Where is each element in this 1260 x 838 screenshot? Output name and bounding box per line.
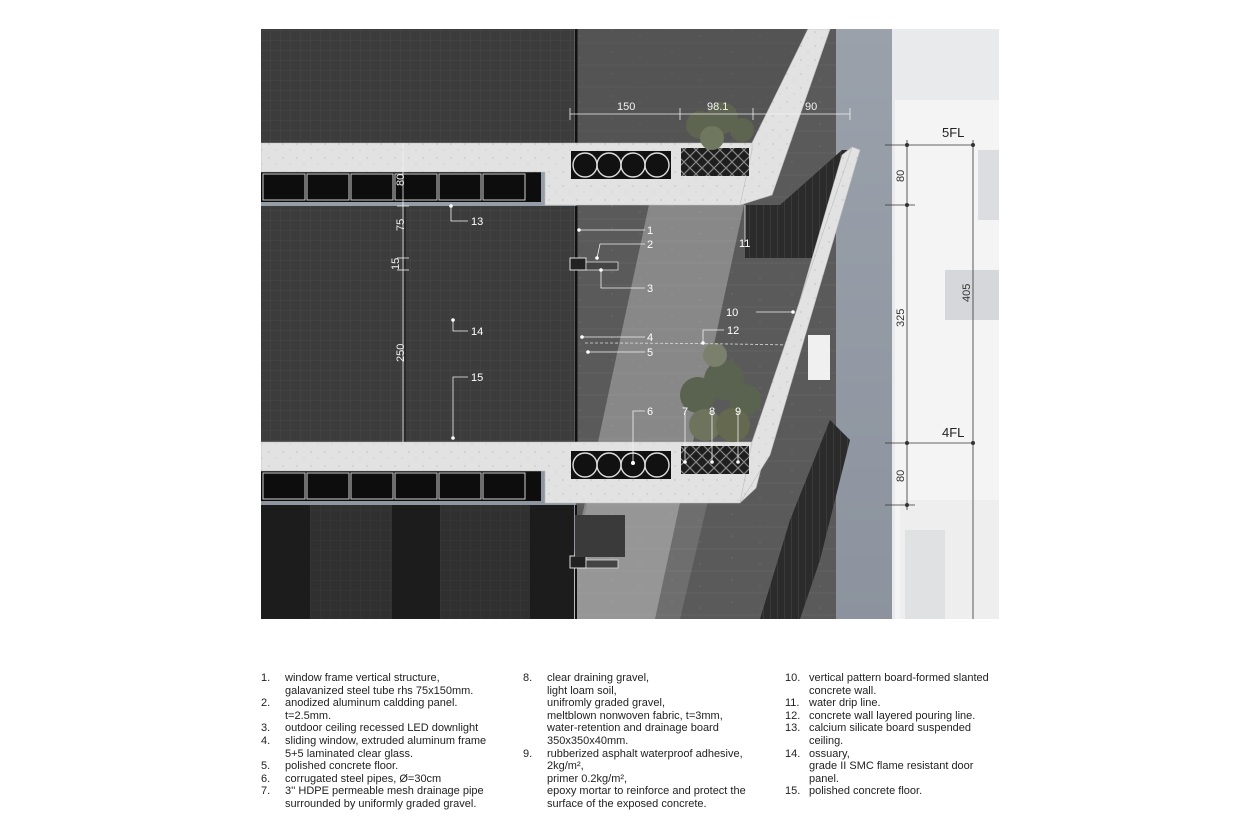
callout-13: 13 <box>471 216 484 228</box>
dim-250: 250 <box>395 343 407 362</box>
level-4fl: 4FL <box>942 425 965 440</box>
callout-8: 8 <box>709 406 716 418</box>
legend-item: 5. polished concrete floor. <box>261 760 399 773</box>
legend-item: 15. polished concrete floor. <box>785 785 923 798</box>
callout-4: 4 <box>647 332 654 344</box>
callout-10: 10 <box>726 307 739 319</box>
dim-90: 90 <box>805 101 818 113</box>
legend-item: 1. window frame vertical structure, galavanized steel tube rhs 75x150mm. <box>261 672 474 697</box>
level-5fl: 5FL <box>942 125 965 140</box>
upper-room-ossuary-wall <box>261 29 574 143</box>
dim-150: 150 <box>617 101 636 113</box>
callout-14: 14 <box>471 326 484 338</box>
callout-3: 3 <box>647 283 654 295</box>
legend-item: 3. outdoor ceiling recessed LED downlight <box>261 722 479 735</box>
legend-column-3 <box>785 672 999 798</box>
gravel-planter-upper <box>681 148 749 176</box>
ceiling-light-boxes-lower <box>261 471 541 501</box>
legend-item: 11. water drip line. <box>785 697 881 710</box>
legend-item: 13. calcium silicate board suspended ceiling. <box>785 722 972 747</box>
callout-9: 9 <box>735 406 742 418</box>
callout-12: 12 <box>727 325 740 337</box>
legend-item: 6. corrugated steel pipes, Ø=30cm <box>261 772 442 785</box>
callout-5: 5 <box>647 347 654 359</box>
callout-6: 6 <box>647 406 654 418</box>
dim-75: 75 <box>395 218 407 231</box>
dim-15: 15 <box>390 257 402 270</box>
callout-11: 11 <box>739 238 751 250</box>
gravel-planter-lower <box>681 446 749 474</box>
callout-15: 15 <box>471 372 484 384</box>
dim-80-right-bottom: 80 <box>895 469 907 482</box>
dim-98: 98.1 <box>707 101 729 113</box>
dim-325: 325 <box>895 308 907 327</box>
dim-80-left: 80 <box>395 173 407 186</box>
legend-column-2 <box>523 672 778 811</box>
legend-item: 7. 3'' HDPE permeable mesh drainage pipe surrounded by uniformly graded gravel. <box>261 785 484 810</box>
callout-7: 7 <box>682 406 689 418</box>
steel-pipes-upper <box>571 151 671 179</box>
callout-2: 2 <box>647 239 654 251</box>
legend-item: 2. anodized aluminum caldding panel. t=2.5mm. <box>261 697 458 722</box>
legend-item: 12. concrete wall layered pouring line. <box>785 709 976 722</box>
dim-80-right-top: 80 <box>895 169 907 182</box>
legend-item: 8. clear draining gravel, light loam soil, unifromly graded gravel, meltblown nonwoven fabric, t=3mm, water-retention and drainage board 350x350x40mm. <box>523 672 723 747</box>
dim-405: 405 <box>961 283 973 302</box>
steel-pipes-lower <box>571 451 671 479</box>
legend-column-1 <box>261 672 516 811</box>
middle-room-ossuary-wall <box>261 206 574 442</box>
callout-1: 1 <box>647 225 654 237</box>
legend-item: 9. rubberized asphalt waterproof adhesive, 2kg/m², primer 0.2kg/m², epoxy mortar to reinforce and protect the surface of the exposed concrete. <box>523 747 746 810</box>
legend-item: 10. vertical pattern board-formed slanted concrete wall. <box>785 672 989 697</box>
legend-item: 14. ossuary, grade II SMC flame resistant door panel. <box>785 747 974 785</box>
legend-item: 4. sliding window, extruded aluminum frame 5+5 laminated clear glass. <box>261 734 487 760</box>
